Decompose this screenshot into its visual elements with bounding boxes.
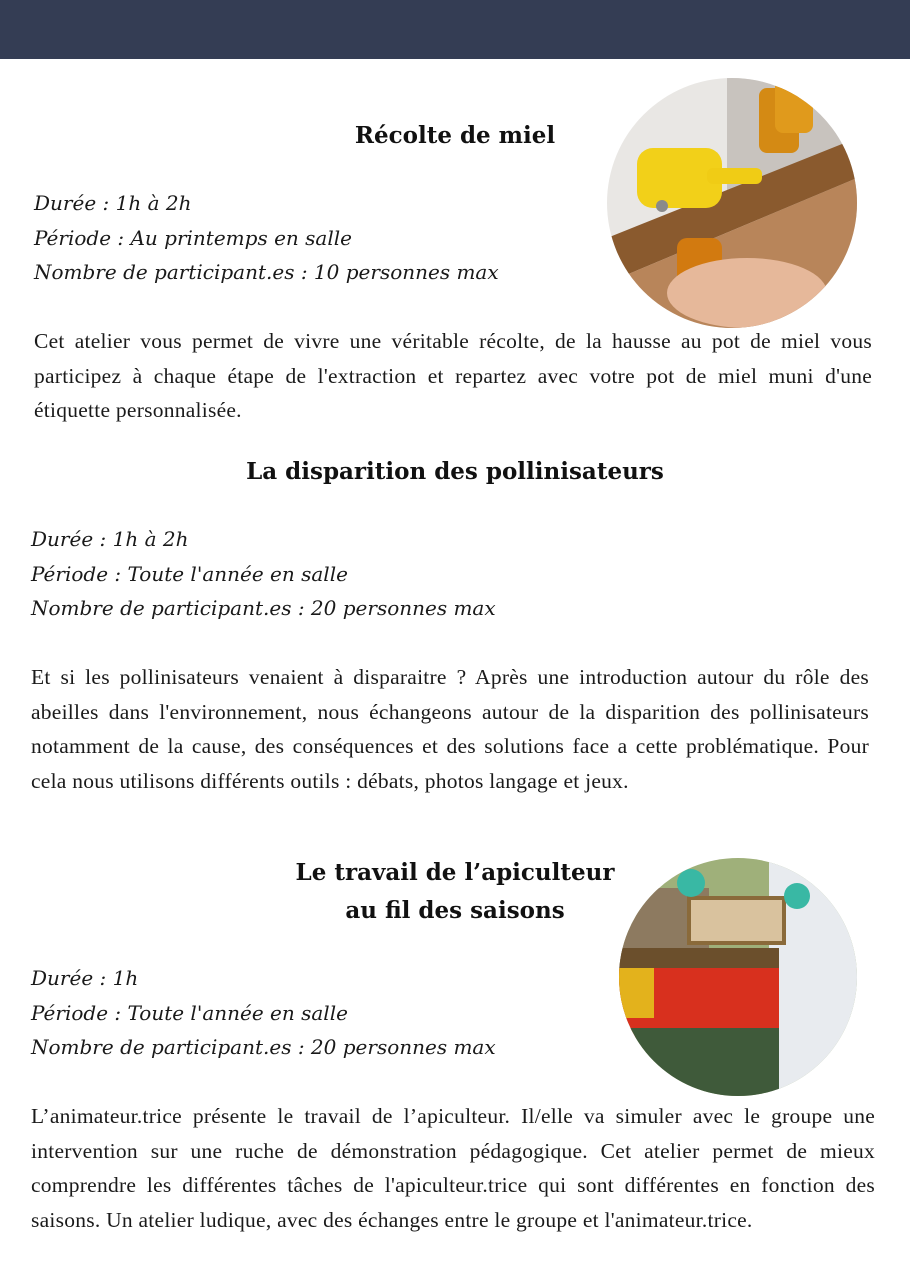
beehive-photo <box>619 858 857 1096</box>
section-description-apiculteur: L’animateur.trice présente le travail de l’apiculteur. Il/elle va simuler avec le groupe une intervention sur une ruche de démonstration pédagogique. Cet atelier permet de mieux comprendre les différentes tâches de l'apiculteur.trice qui sont différentes en fonction des saisons. Un atelier ludique, avec des échanges entre le groupe et l'animateur.trice. <box>31 1104 875 1232</box>
section-meta-apiculteur <box>31 961 496 1065</box>
participants-text: Nombre de participant.es : 10 personnes max <box>34 260 499 284</box>
section-meta-recolte <box>34 186 499 290</box>
header-band <box>0 0 910 59</box>
periode-text: Période : Toute l'année en salle <box>31 1000 348 1025</box>
duree-text: Durée : 1h à 2h <box>34 191 192 215</box>
section-title-apiculteur-line2: au fil des saisons <box>345 897 565 924</box>
section-meta-pollinisateurs <box>31 522 496 626</box>
duree-text: Durée : 1h <box>31 966 139 990</box>
section-title-pollinisateurs: La disparition des pollinisateurs <box>246 458 664 485</box>
periode-text: Période : Toute l'année en salle <box>31 561 348 586</box>
periode-text: Période : Au printemps en salle <box>34 225 352 250</box>
section-title-recolte: Récolte de miel <box>354 122 556 149</box>
participants-text: Nombre de participant.es : 20 personnes max <box>31 1035 496 1059</box>
honey-jar-photo <box>607 78 857 328</box>
duree-text: Durée : 1h à 2h <box>31 527 189 551</box>
section-title-apiculteur-line1: Le travail de l’apiculteur <box>295 859 615 886</box>
participants-text: Nombre de participant.es : 20 personnes max <box>31 596 496 620</box>
section-description-recolte: Cet atelier vous permet de vivre une véritable récolte, de la hausse au pot de miel vous participez à chaque étape de l'extraction et repartez avec votre pot de miel muni d'une étiquette personnalisée. <box>34 329 872 422</box>
section-description-pollinisateurs: Et si les pollinisateurs venaient à disparaitre ? Après une introduction autour du rôle des abeilles dans l'environnement, nous échangeons autour de la disparition des pollinisateurs notamment de la cause, des conséquences et des solutions face a cette problématique. Pour cela nous utilisons différents outils : débats, photos langage et jeux. <box>31 665 869 793</box>
